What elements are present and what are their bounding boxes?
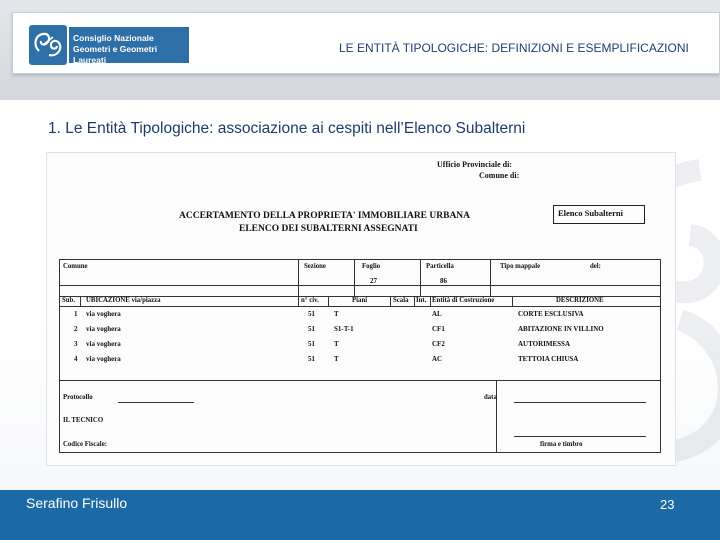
header-title: LE ENTITÀ TIPOLOGICHE: DEFINIZIONI E ESEMPLIFICAZIONI (339, 41, 689, 55)
table-divider (60, 380, 660, 381)
header-box (12, 12, 720, 74)
col-ubicazione: UBICAZIONE via/piazza (86, 297, 161, 304)
comune-di: Comune di: (479, 171, 520, 180)
row-entita: AC (432, 355, 443, 363)
row-via: via voghera (86, 310, 121, 318)
codice-fiscale-label: Codice Fiscale: (63, 441, 107, 448)
protocollo-line (118, 402, 194, 403)
logo-line-1: Consiglio Nazionale (73, 33, 154, 43)
row-entita: CF1 (432, 325, 445, 333)
col-sezione: Sezione (304, 263, 326, 270)
data-label: data (484, 394, 497, 401)
table-divider (490, 260, 491, 296)
row-civ: 51 (308, 355, 315, 363)
table-divider (420, 260, 421, 296)
row-via: via voghera (86, 355, 121, 363)
col-comune: Comune (63, 263, 88, 270)
row-piani: T (334, 310, 339, 318)
page-number: 23 (660, 497, 675, 512)
slide-heading: 1. Le Entità Tipologiche: associazione ai cespiti nell’Elenco Subalterni (48, 120, 526, 137)
row-piani: S1-T-1 (334, 325, 354, 333)
row-entita: CF2 (432, 340, 445, 348)
table-divider (80, 296, 81, 306)
doc-heading-line-2: ELENCO DEI SUBALTERNI ASSEGNATI (239, 224, 418, 234)
row-descrizione: CORTE ESCLUSIVA (518, 310, 584, 318)
table-divider (298, 260, 299, 296)
table-divider (414, 296, 415, 306)
row-civ: 51 (308, 325, 315, 333)
table-divider (60, 306, 660, 307)
row-sub: 1 (74, 310, 78, 318)
col-scala: Scala (393, 297, 409, 304)
col-piani: Piani (352, 297, 368, 304)
col-del: del: (590, 263, 601, 270)
row-sub: 3 (74, 340, 78, 348)
col-sub: Sub. (62, 297, 76, 304)
foglio-value: 27 (370, 277, 377, 285)
row-piani: T (334, 355, 339, 363)
row-via: via voghera (86, 325, 121, 333)
row-entita: AL (432, 310, 442, 318)
firma-label: firma e timbro (540, 441, 583, 448)
col-descrizione: DESCRIZIONE (556, 297, 604, 304)
table-divider (390, 296, 391, 306)
table-divider (328, 296, 329, 306)
document-scan (46, 152, 676, 466)
logo-mark-icon (29, 25, 67, 65)
data-line (514, 402, 646, 403)
table-divider (496, 380, 497, 452)
firma-line (514, 436, 646, 437)
col-civ: n° civ. (301, 297, 319, 304)
footer-author: Serafino Frisullo (26, 495, 128, 511)
row-via: via voghera (86, 340, 121, 348)
logo-line-2: Geometri e Geometri Laureati (73, 44, 158, 65)
ufficio-provinciale: Ufficio Provinciale di: (437, 160, 512, 169)
cng-logo (29, 25, 191, 65)
row-descrizione: TETTOIA CHIUSA (518, 355, 579, 363)
row-civ: 51 (308, 310, 315, 318)
doc-heading-line-1: ACCERTAMENTO DELLA PROPRIETA' IMMOBILIARE URBANA (179, 211, 471, 221)
particella-value: 86 (440, 277, 447, 285)
col-tipo-mappale: Tipo mappale (500, 263, 541, 270)
table-divider (60, 285, 660, 286)
row-descrizione: ABITAZIONE IN VILLINO (518, 325, 604, 333)
subalterni-table (59, 259, 661, 453)
table-divider (512, 296, 513, 306)
row-civ: 51 (308, 340, 315, 348)
elenco-subalterni-box: Elenco Subalterni (553, 205, 645, 224)
row-sub: 2 (74, 325, 78, 333)
col-particella: Particella (426, 263, 454, 270)
table-divider (354, 260, 355, 296)
col-int: Int. (416, 297, 427, 304)
tecnico-label: IL TECNICO (63, 417, 104, 424)
row-piani: T (334, 340, 339, 348)
logo-text (69, 27, 189, 63)
protocollo-label: Protocollo (63, 394, 93, 401)
col-foglio: Foglio (362, 263, 381, 270)
ufficio-label (437, 159, 519, 181)
row-descrizione: AUTORIMESSA (518, 340, 570, 348)
table-divider (430, 296, 431, 306)
row-sub: 4 (74, 355, 78, 363)
table-divider (298, 296, 299, 306)
col-entita-costruzione: Entità di Costruzione (432, 297, 495, 304)
